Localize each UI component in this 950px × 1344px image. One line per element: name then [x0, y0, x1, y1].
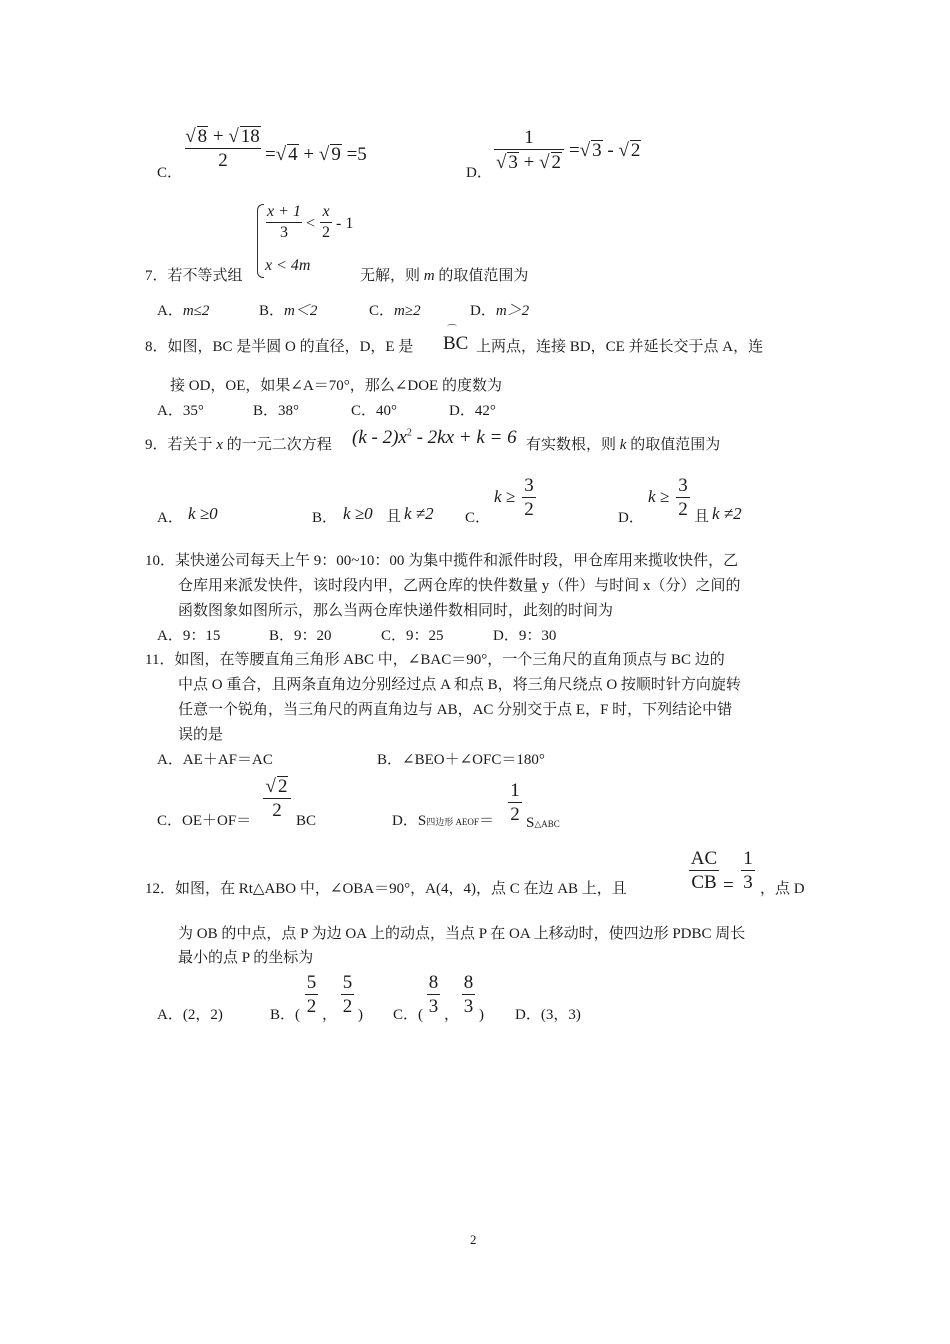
q8-line1-a: 8．如图，BC 是半圆 O 的直径，D，E 是: [145, 339, 414, 355]
q11-option-d-s2: S: [526, 815, 535, 831]
q9-option-c-k: k ≥: [494, 487, 516, 506]
q11-option-c-a: C．OE＋OF＝: [157, 813, 252, 829]
q9-prefix: [145, 438, 332, 453]
q7-ineq1-less-than: <: [306, 215, 316, 232]
q6-d-numerator: 1: [524, 127, 534, 148]
q11-option-c-fraction: √ 2 2: [263, 776, 291, 820]
q6-d-rhs-3: 3: [592, 140, 602, 161]
q9-equation-b: - 2kx + k = 6: [411, 427, 517, 448]
q6-d-den-3: 3: [508, 152, 518, 173]
q7-option-a-label: A．: [157, 303, 183, 319]
q12-option-c-d1: 3: [428, 996, 439, 1017]
q10-option-d: D．9：30: [493, 628, 557, 644]
q6-option-c-rhs: =√ 4 + √ 9 =5: [265, 144, 367, 165]
q12-ratio-value: [741, 849, 755, 892]
q7-prefix: 7．若不等式组: [145, 268, 243, 284]
q12-option-c-label: C．(: [393, 1007, 424, 1023]
q9-option-b-label: B．: [312, 510, 338, 526]
q10-line1: 10．某快递公司每天上午 9：00~10：00 为集中揽件和派件时段，甲仓库用来揽收快件，乙: [145, 553, 739, 569]
q6-d-rhs-2: 2: [630, 140, 641, 161]
q12-option-c-d2: 3: [463, 996, 474, 1017]
q9-suffix: [526, 438, 720, 453]
q9-prefix-a: 9．若关于: [145, 437, 217, 453]
q6-c-result: 5: [357, 144, 367, 165]
q6-c-radicand-18: 18: [240, 126, 260, 147]
q9-option-d-label: D．: [618, 510, 644, 526]
q9-option-d-fraction: [676, 476, 690, 519]
q12-option-b-fraction-1: [305, 973, 318, 1016]
q9-option-d-numerator: 3: [678, 475, 688, 496]
q6-c-radicand-8: 8: [197, 126, 208, 147]
q11-option-d-fraction: [508, 781, 522, 824]
q12-option-b-label: B．(: [270, 1007, 301, 1023]
q7-option-c-label: C．: [369, 303, 395, 319]
q10-option-b: B．9：20: [269, 628, 332, 644]
q12-option-c-comma: ，: [444, 1007, 460, 1023]
q11-option-d-s1: D．S: [392, 813, 427, 829]
q9-option-d-and: 且: [694, 509, 710, 525]
q7-ineq1-right-fraction: [320, 204, 332, 241]
q9-option-c-denominator: 2: [524, 499, 534, 520]
q11-option-d-sub2: △ABC: [534, 819, 560, 829]
q12-line3: 最小的点 P 的坐标为: [178, 950, 314, 966]
q12-ratio-fraction: [689, 849, 719, 892]
q7-suffix-b: 的取值范围为: [434, 268, 529, 284]
q8-option-c: C．40°: [351, 403, 398, 419]
q11-line4: 误的是: [178, 727, 224, 743]
q9-equation: [352, 428, 517, 447]
q11-option-b: B．∠BEO＋∠OFC＝180°: [377, 752, 545, 768]
q11-option-a: A．AE＋AF＝AC: [157, 752, 273, 768]
q12-option-c-fraction-2: [462, 973, 475, 1016]
q7-ineq1-right-numerator: x: [322, 203, 330, 220]
q12-option-b-n2: 5: [342, 972, 353, 993]
q12-option-b-comma: ，: [322, 1007, 338, 1023]
q7-ineq1-denominator: 3: [280, 224, 288, 241]
q8-line2: 接 OD，OE，如果∠A＝70°，那么∠DOE 的度数为: [170, 378, 502, 394]
q6-option-c-fraction: √ 8 + √ 18 2: [185, 126, 260, 171]
q7-option-d-value: m＞2: [495, 303, 530, 319]
q11-option-d-tail: [526, 816, 560, 831]
q8-option-b: B．38°: [253, 403, 300, 419]
q6-option-d-label: D．: [466, 165, 492, 181]
q9-prefix-var: x: [216, 437, 223, 453]
q11-option-d-eq: ＝: [478, 813, 494, 829]
q9-equation-a: (k - 2)x: [352, 427, 407, 448]
q11-option-c-denominator: 2: [272, 800, 282, 821]
q12-option-c-n1: 8: [428, 972, 439, 993]
q10-option-c: C．9：25: [381, 628, 444, 644]
q7-option-b-label: B．: [259, 303, 285, 319]
q12-option-b-d2: 2: [342, 996, 353, 1017]
q7-ineq2: x < 4m: [265, 257, 311, 274]
q12-option-c-n2: 8: [463, 972, 474, 993]
q11-line2: 中点 O 重合，且两条直角边分别经过点 A 和点 B，将三角尺绕点 O 按顺时针方向旋转: [178, 677, 741, 693]
q9-option-b-expr1: k ≥0: [343, 504, 373, 523]
page-number: 2: [470, 1232, 477, 1247]
q6-c-denominator: 2: [218, 150, 228, 171]
q10-option-a: A．9：15: [157, 628, 221, 644]
q9-option-c-fraction: [522, 476, 536, 519]
q9-option-d-k: k ≥: [648, 487, 670, 506]
q8-arc-symbol: ⌒: [447, 325, 457, 336]
q10-line3: 函数图象如图所示，那么当两仓库快递件数相同时，此刻的时间为: [178, 603, 614, 619]
q12-option-c-fraction-1: [427, 973, 440, 1016]
q6-option-c-label: C．: [157, 165, 183, 181]
q9-suffix-var: k: [619, 437, 627, 453]
q9-suffix-b: 的取值范围为: [626, 437, 721, 453]
q7-ineq1-left-fraction: [266, 204, 302, 241]
q12-ratio-numerator: AC: [690, 848, 718, 869]
q12-ratio-denominator: CB: [691, 872, 717, 893]
q6-c-plus: +: [212, 126, 224, 147]
q7-ineq1-right-denominator: 2: [322, 224, 330, 241]
q11-line3: 任意一个锐角，当三角尺的两直角边与 AB，AC 分别交于点 E，F 时，下列结论中错: [178, 702, 733, 718]
q9-equation-exponent: 2: [406, 427, 412, 439]
q6-option-d-rhs: =√ 3 - √ 2: [569, 140, 641, 161]
q12-ratio-equals: =: [723, 875, 734, 896]
q6-d-den-2: 2: [551, 152, 562, 173]
q11-option-c-radicand: 2: [277, 776, 288, 797]
q12-option-b-fraction-2: [341, 973, 354, 1016]
q7-option-a-value: m≤2: [182, 303, 210, 319]
q6-c-rhs-9: 9: [331, 144, 341, 165]
q9-option-b-and: 且: [386, 509, 402, 525]
q7-brace: [257, 204, 264, 278]
q7-option-c-value: m≥2: [394, 303, 421, 319]
q9-option-a-label: A．: [157, 510, 183, 526]
q10-line2: 仓库用来派发快件，该时段内甲，乙两仓库的快件数量 y（件）与时间 x（分）之间的: [178, 578, 741, 594]
q9-option-b-expr2: k ≠2: [404, 504, 434, 523]
q7-option-d-label: D．: [470, 303, 496, 319]
q12-value-denominator: 3: [743, 872, 753, 893]
q9-option-c-label: C．: [465, 510, 491, 526]
q7-ineq1-numerator: x + 1: [267, 203, 301, 220]
q11-option-c-b: BC: [296, 813, 317, 829]
q9-option-d-denominator: 2: [678, 499, 688, 520]
q7-option-a: [157, 304, 209, 319]
q7-suffix-var: m: [423, 268, 435, 284]
q12-option-b-n1: 5: [306, 972, 317, 993]
q9-option-d-expr2: k ≠2: [712, 504, 742, 523]
q7-option-d: [470, 304, 529, 319]
q12-option-b-close: ): [358, 1007, 363, 1023]
q11-line1: 11．如图，在等腰直角三角形 ABC 中，∠BAC＝90°，一个三角尺的直角顶点与 BC 边的: [145, 652, 725, 668]
q11-option-d-numerator: 1: [510, 780, 520, 801]
q12-line2: 为 OB 的中点，点 P 为边 OA 上的动点，当点 P 在 OA 上移动时，使四边形 PDBC 周长: [178, 926, 746, 942]
q8-option-d: D．42°: [449, 403, 496, 419]
q12-option-c-close: ): [479, 1007, 484, 1023]
q9-suffix-a: 有实数根，则: [526, 437, 620, 453]
q9-option-a-expr: k ≥0: [188, 504, 218, 523]
q7-suffix: [360, 269, 528, 284]
q11-option-d: [392, 814, 494, 829]
q11-option-d-sub1: 四边形 AEOF: [426, 817, 479, 827]
q12-option-b-d1: 2: [306, 996, 317, 1017]
q6-c-rhs-4: 4: [288, 144, 298, 165]
q7-option-c: [369, 304, 421, 319]
q11-option-d-denominator: 2: [510, 804, 520, 825]
q7-suffix-a: 无解，则: [360, 268, 424, 284]
q8-arc-bc: BC: [443, 333, 469, 354]
q12-line1-b: ，点 D: [760, 881, 805, 897]
q9-option-c-numerator: 3: [524, 475, 534, 496]
q12-option-d: D．(3，3): [515, 1007, 581, 1023]
q7-option-b: [259, 304, 317, 319]
q8-option-a: A．35°: [157, 403, 204, 419]
q7-ineq1-tail: - 1: [336, 215, 354, 232]
q12-option-a: A．(2，2): [157, 1007, 223, 1023]
q9-prefix-b: 的一元二次方程: [222, 437, 332, 453]
q12-value-numerator: 1: [743, 848, 753, 869]
q7-option-b-value: m＜2: [284, 303, 318, 319]
q12-line1-a: 12．如图，在 Rt△ABO 中，∠OBA＝90°，A(4，4)，点 C 在边 AB 上，且: [145, 881, 627, 897]
q6-option-d-fraction: 1 √ 3 + √ 2: [494, 128, 564, 172]
q8-line1-b: 上两点，连接 BD，CE 并延长交于点 A，连: [476, 339, 764, 355]
